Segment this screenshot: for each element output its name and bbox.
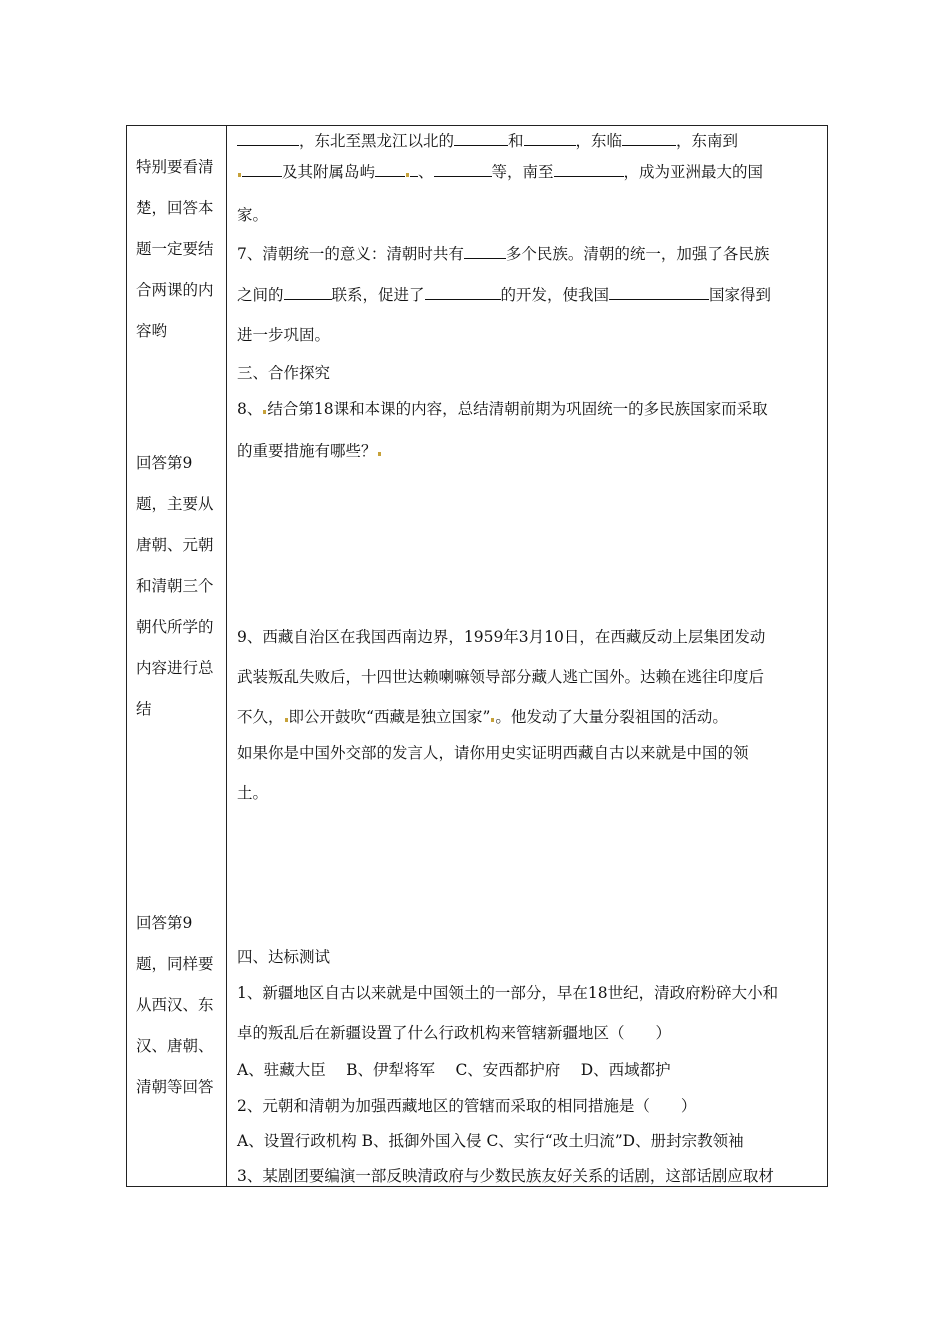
edit-mark-icon: [378, 452, 381, 456]
t2-options: A、设置行政机构 B、抵御外国入侵 C、实行“改土归流”D、册封宗教领袖: [237, 1132, 744, 1150]
edit-mark-icon: [263, 410, 266, 414]
edit-mark-icon: [238, 173, 241, 177]
note-line: 楚，回答本: [136, 199, 214, 217]
t1-line-1: 1、新疆地区自古以来就是中国领土的一部分，早在18世纪，清政府粉碎大小和: [237, 984, 779, 1002]
note-line: 特别要看清: [136, 158, 214, 176]
note-line: 题一定要结: [136, 240, 214, 258]
note-line: 合两课的内: [136, 281, 214, 299]
note-line: 题，主要从: [136, 495, 214, 513]
note-line: 从西汉、东: [136, 996, 214, 1014]
edit-mark-icon: [406, 173, 409, 177]
q8-line-2: 的重要措施有哪些？: [237, 439, 822, 461]
q6-line-3: 家。: [237, 206, 269, 224]
answer-blank[interactable]: [464, 246, 506, 259]
note-line: 回答第9: [136, 454, 193, 472]
t3-line-1: 3、某剧团要编演一部反映清政府与少数民族友好关系的话剧，这部话剧应取材: [237, 1167, 774, 1185]
section-standard-test: 四、达标测试: [237, 948, 331, 966]
t1-options: A、驻藏大臣 B、伊犁将军 C、安西都护府 D、西域都护: [237, 1061, 671, 1079]
answer-blank[interactable]: [375, 164, 405, 177]
note-2: [136, 443, 222, 730]
note-line: 内容进行总: [136, 659, 214, 677]
q7-line-3: 进一步巩固。: [237, 326, 331, 344]
q8-line-1: 8、 结合第18课和本课的内容，总结清朝前期为巩固统一的多民族国家而采取: [237, 400, 768, 418]
q7-line-1: 7、清朝统一的意义：清朝时共有 多个民族。清朝的统一，加强了各民族: [237, 245, 770, 263]
q6-line-2: 及其附属岛屿 、 等，南至 ，成为亚洲最大的国: [237, 160, 822, 182]
edit-mark-icon: [285, 718, 288, 722]
answer-blank[interactable]: [524, 133, 576, 146]
note-1: [136, 147, 222, 352]
note-line: 回答第9: [136, 914, 193, 932]
answer-blank[interactable]: [425, 287, 501, 300]
answer-blank[interactable]: [410, 164, 418, 177]
note-line: 朝代所学的: [136, 618, 214, 636]
q9-line-4: 如果你是中国外交部的发言人，请你用史实证明西藏自古以来就是中国的领: [237, 744, 749, 762]
section-cooperative-inquiry: 三、合作探究: [237, 364, 331, 382]
t1-line-2: 卓的叛乱后在新疆设置了什么行政机构来管辖新疆地区（ ）: [237, 1024, 672, 1042]
q9-line-5: 土。: [237, 784, 269, 802]
q9-line-1: 9、西藏自治区在我国西南边界，1959年3月10日，在西藏反动上层集团发动: [237, 628, 766, 646]
answer-blank[interactable]: [242, 164, 282, 177]
t2-line-1: 2、元朝和清朝为加强西藏地区的管辖而采取的相同措施是（ ）: [237, 1097, 697, 1115]
q9-line-3: 不久， 即公开鼓吹“西藏是独立国家” 。他发动了大量分裂祖国的活动。: [237, 708, 728, 726]
q9-line-2: 武装叛乱失败后，十四世达赖喇嘛领导部分藏人逃亡国外。达赖在逃往印度后: [237, 668, 765, 686]
answer-blank[interactable]: [434, 164, 492, 177]
edit-mark-icon: [491, 718, 494, 722]
q7-line-2: 之间的 联系，促进了 的开发，使我国 国家得到: [237, 286, 772, 304]
answer-blank[interactable]: [609, 287, 709, 300]
answer-blank[interactable]: [284, 287, 332, 300]
note-line: 题，同样要: [136, 955, 214, 973]
q6-line-1: ，东北至黑龙江以北的 和 ，东临 ，东南到: [237, 129, 822, 151]
note-line: 和清朝三个: [136, 577, 214, 595]
note-3: [136, 903, 222, 1108]
answer-blank[interactable]: [237, 133, 299, 146]
note-line: 唐朝、元朝: [136, 536, 214, 554]
note-line: 容哟: [136, 322, 168, 340]
answer-blank[interactable]: [454, 133, 508, 146]
note-line: 结: [136, 700, 152, 718]
note-line: 清朝等回答: [136, 1078, 214, 1096]
answer-blank[interactable]: [622, 133, 676, 146]
note-line: 汉、唐朝、: [136, 1037, 214, 1055]
answer-blank[interactable]: [554, 164, 624, 177]
column-divider: [226, 125, 227, 1187]
